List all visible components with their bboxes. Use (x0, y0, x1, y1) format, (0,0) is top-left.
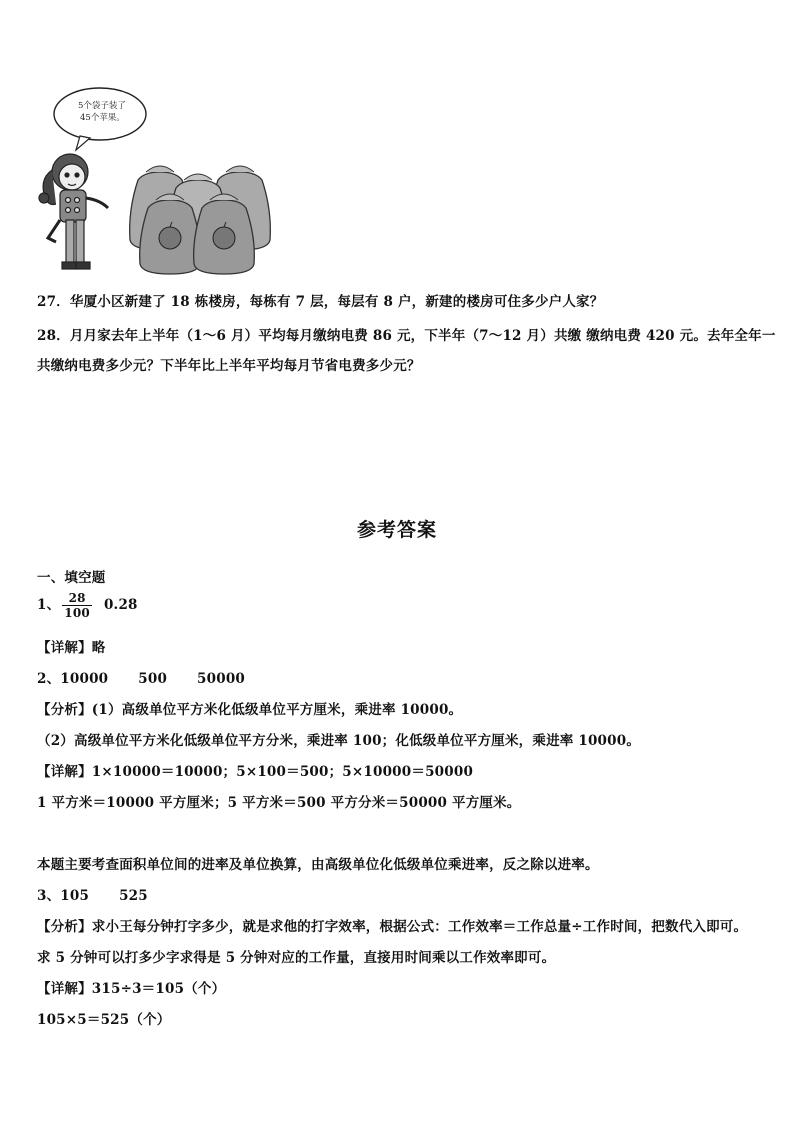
question-28-line-1: 28．月月家去年上半年（1～6 月）平均每月缴纳电费 86 元，下半年（7～12 月）共缴 缴纳电费 420 元。去年全年一 (37, 328, 776, 344)
answer-2-value-2: 500 (138, 671, 168, 687)
answer-1-detail: 【详解】略 (37, 640, 106, 656)
answer-1-label: 1、 (37, 597, 61, 613)
answer-1-fraction (62, 591, 92, 620)
answer-1 (37, 591, 138, 620)
answer-3 (37, 884, 148, 904)
fraction-denominator: 100 (64, 606, 90, 620)
question-27: 27．华厦小区新建了 18 栋楼房，每栋有 7 层，每层有 8 户，新建的楼房可住多少户人家？ (37, 294, 604, 310)
answer-2-analysis-2: （2）高级单位平方米化低级单位平方分米，乘进率 100；化低级单位平方厘米，乘进率 10000。 (37, 733, 641, 749)
answer-3-analysis-2: 求 5 分钟可以打多少字求得是 5 分钟对应的工作量，直接用时间乘以工作效率即可。 (37, 950, 556, 966)
answers-title: 参考答案 (356, 519, 437, 541)
answer-2-detail: 【详解】1×10000＝10000；5×100＝500；5×10000＝50000 (37, 764, 474, 780)
fraction-numerator: 28 (62, 591, 92, 606)
answer-3-value-1: 3、105 (37, 888, 90, 904)
answer-3-detail-2: 105×5＝525（个） (37, 1012, 171, 1028)
answer-2-value-3: 50000 (197, 671, 246, 687)
answer-3-value-2: 525 (119, 888, 148, 904)
girl-figure (39, 154, 108, 269)
answer-2-summary: 本题主要考查面积单位间的进率及单位换算，由高级单位化低级单位乘进率，反之除以进率。 (37, 857, 599, 873)
speech-bubble (54, 88, 146, 150)
answer-3-analysis-1: 【分析】求小王每分钟打字多少，就是求他的打字效率，根据公式：工作效率＝工作总量÷工作时间，把数代入即可。 (37, 919, 748, 935)
speech-line-1: 5个袋子装了 (78, 101, 126, 111)
answer-1-decimal: 0.28 (103, 597, 138, 613)
question-28-line-2: 共缴纳电费多少元？下半年比上半年平均每月节省电费多少元？ (37, 358, 421, 374)
speech-line-2: 45个苹果。 (80, 113, 125, 123)
answer-3-detail-1: 【详解】315÷3＝105（个） (37, 981, 226, 997)
answer-2 (37, 667, 245, 687)
answer-2-analysis-1: 【分析】(1）高级单位平方米化低级单位平方厘米，乘进率 10000。 (37, 702, 463, 718)
girl-and-apple-sacks-illustration (30, 80, 300, 280)
answer-2-detail-2: 1 平方米＝10000 平方厘米；5 平方米＝500 平方分米＝50000 平方厘米。 (37, 795, 521, 811)
answer-2-value-1: 2、10000 (37, 671, 109, 687)
section-fill-blank-heading: 一、填空题 (37, 570, 106, 586)
